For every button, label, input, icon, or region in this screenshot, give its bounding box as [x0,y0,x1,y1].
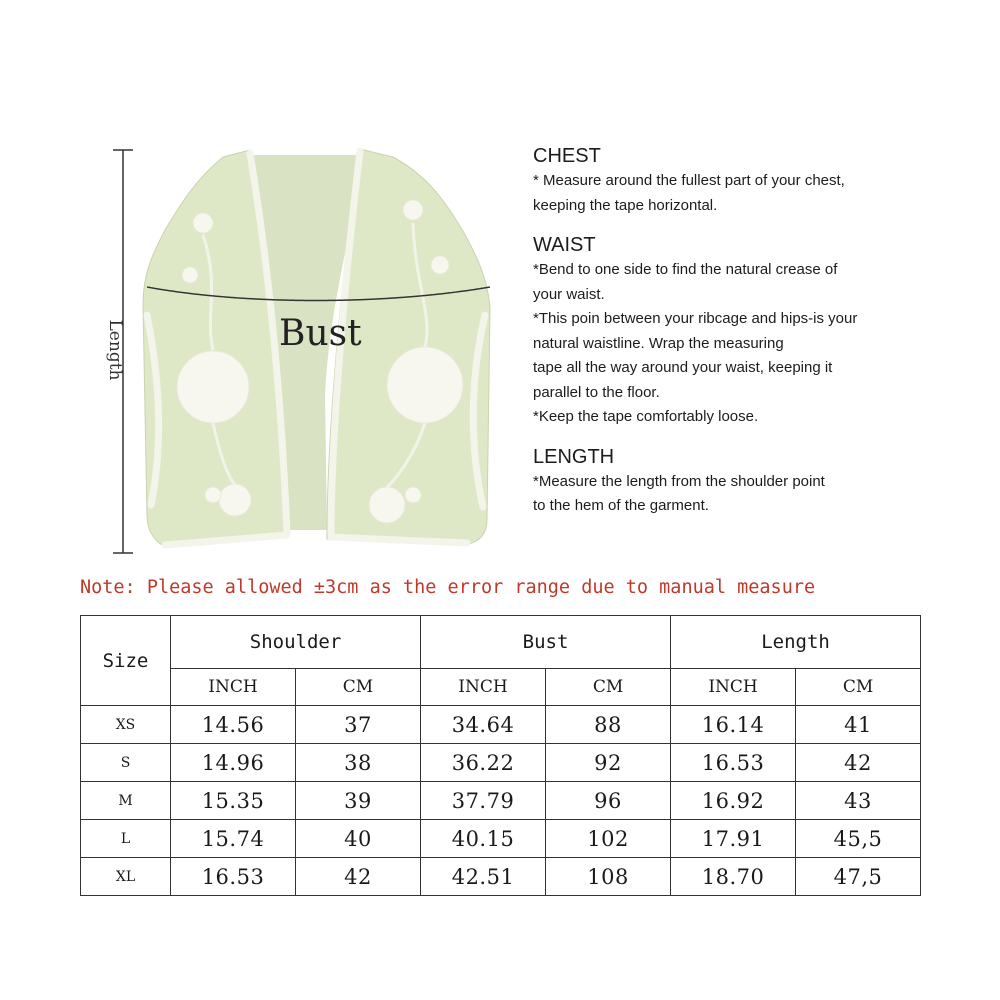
chest-line: * Measure around the fullest part of your chest, [533,172,845,189]
value-cell: 40.15 [421,820,546,858]
value-cell: 14.96 [171,744,296,782]
value-cell: 40 [296,820,421,858]
unit-header: CM [796,669,921,706]
table-row [81,820,921,858]
value-cell: 18.70 [671,858,796,896]
guide-waist [533,232,933,430]
table-row [81,782,921,820]
value-cell: 108 [546,858,671,896]
value-cell: 37 [296,706,421,744]
waist-line: natural waistline. Wrap the measuring [533,334,784,352]
value-cell: 16.53 [671,744,796,782]
waist-line: *This poin between your ribcage and hips-is your [533,310,858,327]
value-cell: 41 [796,706,921,744]
waist-line: your waist. [533,285,605,303]
size-chart-table [80,615,921,896]
value-cell: 88 [546,706,671,744]
size-cell: XL [81,858,171,896]
value-cell: 47,5 [796,858,921,896]
chest-line: keeping the tape horizontal. [533,196,718,214]
waist-heading: WAIST [533,234,596,256]
value-cell: 34.64 [421,706,546,744]
length-header: Length [671,616,921,669]
unit-header: INCH [171,669,296,706]
table-unit-header-row [81,669,921,706]
value-cell: 14.56 [171,706,296,744]
length-label: Length [105,319,125,381]
value-cell: 15.35 [171,782,296,820]
value-cell: 39 [296,782,421,820]
waist-line: *Bend to one side to find the natural crease of [533,261,838,278]
unit-header: CM [546,669,671,706]
table-row [81,858,921,896]
value-cell: 16.53 [171,858,296,896]
size-cell: M [81,782,171,820]
length-line: to the hem of the garment. [533,497,709,514]
table-row [81,706,921,744]
guide-chest [533,143,933,218]
unit-header: CM [296,669,421,706]
value-cell: 38 [296,744,421,782]
length-line: *Measure the length from the shoulder point [533,472,825,490]
size-header: Size [81,616,171,706]
value-cell: 37.79 [421,782,546,820]
value-cell: 45,5 [796,820,921,858]
value-cell: 42 [296,858,421,896]
shoulder-header: Shoulder [171,616,421,669]
value-cell: 102 [546,820,671,858]
size-cell: L [81,820,171,858]
value-cell: 16.14 [671,706,796,744]
size-cell: XS [81,706,171,744]
value-cell: 17.91 [671,820,796,858]
bust-header: Bust [421,616,671,669]
table-group-header-row [81,616,921,669]
value-cell: 42 [796,744,921,782]
value-cell: 16.92 [671,782,796,820]
value-cell: 43 [796,782,921,820]
value-cell: 92 [546,744,671,782]
chest-heading: CHEST [533,145,601,167]
size-cell: S [81,744,171,782]
value-cell: 42.51 [421,858,546,896]
length-heading: LENGTH [533,445,615,468]
unit-header: INCH [671,669,796,706]
bust-label: Bust [279,313,362,354]
waist-line: parallel to the floor. [533,383,660,401]
guide-length [533,444,933,519]
error-range-note: Note: Please allowed ±3cm as the error range due to manual measure [80,577,816,598]
value-cell: 15.74 [171,820,296,858]
waist-line: *Keep the tape comfortably loose. [533,408,759,425]
table-row [81,744,921,782]
measurement-guide [533,143,933,533]
waist-line: tape all the way around your waist, keeping it [533,359,833,376]
value-cell: 96 [546,782,671,820]
value-cell: 36.22 [421,744,546,782]
unit-header: INCH [421,669,546,706]
